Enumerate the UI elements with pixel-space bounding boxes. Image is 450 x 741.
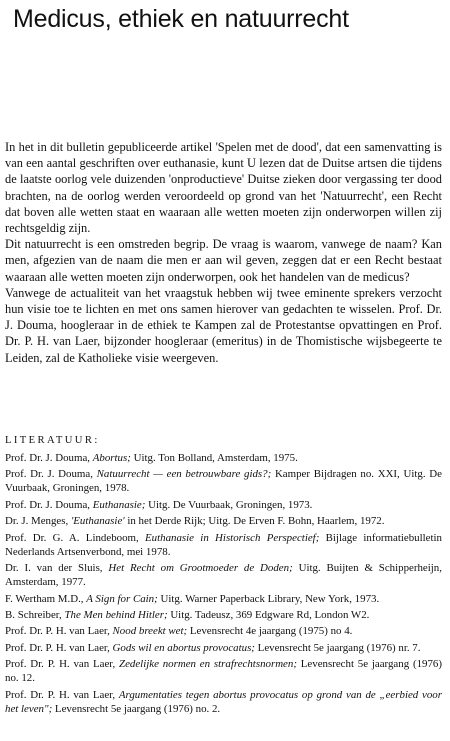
literature-details: Levensrecht 5e jaargang (1976) no. 12. <box>5 658 442 685</box>
page-title: Medicus, ethiek en natuurrecht <box>13 5 349 33</box>
literature-title: Zedelijke normen en strafrechtsnormen; <box>119 658 297 671</box>
literature-author: Dr. J. Menges, <box>5 515 71 528</box>
literature-details: Uitg. Warner Paperback Library, New York, 1973. <box>157 592 380 605</box>
paragraph: Vanwege de actualiteit van het vraagstuk hebben wij twee eminente sprekers verzocht hun visie toe te lichten en met ons samen hierover van gedachten te wisselen. Prof. Dr. J. Douma, hoogleraar in de ethiek te Kampen zal de Protestantse opvattingen en Prof. Dr. P. H. van Laer, bijzonder hoogleraar (emeritus) in de Thomistische wijsbegeerte te Leiden, zal de Katholieke visie weergeven. <box>5 285 442 365</box>
literature-title: A Sign for Cain; <box>86 592 158 605</box>
literature-details: Levensrecht 5e jaargang (1976) no. 2. <box>52 702 221 715</box>
literature-entry <box>5 624 442 638</box>
literature-details: Uitg. Ton Bolland, Amsterdam, 1975. <box>130 452 298 464</box>
literature-entry <box>5 451 442 465</box>
literature-title: Euthanasie in Historisch Perspectief; <box>145 531 320 544</box>
literature-entry <box>5 514 442 528</box>
literature-title: Euthanasie; <box>92 498 146 511</box>
literature-details: Bijlage informatiebulletin Nederlands Artsenverbond, mei 1978. <box>5 531 442 558</box>
literature-entry <box>5 641 442 655</box>
literature-details: Uitg. De Vuurbaak, Groningen, 1973. <box>145 498 313 511</box>
literature-author: Prof. Dr. J. Douma, <box>5 498 93 511</box>
literature-title: Nood breekt wet; <box>112 625 188 638</box>
literature-heading: LITERATUUR: <box>5 435 100 446</box>
literature-entry <box>5 688 442 716</box>
literature-author: Prof. Dr. P. H. van Laer, <box>5 658 120 671</box>
literature-list <box>5 451 442 716</box>
literature-details: Uitg. Tadeusz, 369 Edgware Rd, London W2. <box>167 609 370 622</box>
intro-text <box>5 139 442 366</box>
paragraph: Dit natuurrecht is een omstreden begrip. De vraag is waarom, vanwege de naam? Kan men, afgezien van de naam die men er aan wil geven, zeggen dat er een Recht bestaat waaraan alle wetten moeten zijn onderworpen, ook het handelen van de medicus? <box>5 237 442 284</box>
literature-entry <box>5 592 442 606</box>
literature-entry <box>5 561 442 589</box>
literature-title: The Men behind Hitler; <box>64 609 168 622</box>
literature-entry <box>5 608 442 622</box>
literature-author: Prof. Dr. P. H. van Laer, <box>5 688 119 701</box>
literature-author: B. Schreiber, <box>5 609 65 622</box>
literature-entry <box>5 657 442 685</box>
literature-details: Levensrecht 4e jaargang (1975) no 4. <box>187 625 353 638</box>
literature-details: Levensrecht 5e jaargang (1976) nr. 7. <box>254 641 421 654</box>
literature-title: 'Euthanasie' <box>70 515 125 528</box>
literature-title: Abortus; <box>92 452 131 464</box>
literature-title: Het Recht om Grootmoeder de Doden; <box>108 562 293 575</box>
literature-details: Kamper Bijdragen no. XXI, Uitg. De Vuurbaak, Groningen, 1978. <box>5 468 442 495</box>
literature-entry <box>5 498 442 512</box>
literature-details: Uitg. Buijten & Schipperheijn, Amsterdam, 1977. <box>5 562 442 589</box>
literature-author: F. Wertham M.D., <box>5 592 87 605</box>
literature-author: Prof. Dr. J. Douma, <box>5 468 97 481</box>
literature-author: Dr. I. van der Sluis, <box>5 562 109 575</box>
literature-author: Prof. Dr. P. H. van Laer, <box>5 625 113 638</box>
literature-author: Prof. Dr. G. A. Lindeboom, <box>5 531 146 544</box>
literature-title: Natuurrecht — een betrouwbare gids?; <box>96 468 272 481</box>
literature-entry <box>5 467 442 495</box>
literature-title: Argumentaties tegen abortus provocatus op grond van de „eerbied voor het leven"; <box>5 688 442 715</box>
literature-entry <box>5 531 442 559</box>
paragraph: In het in dit bulletin gepubliceerde artikel 'Spelen met de dood', dat een samenvatting is van een aantal geschriften over euthanasie, kunt U lezen dat de Duitse artsen die tijdens de laatste oorlog vele duizenden 'onproductieve' Duitse zieken door vergassing ter dood brachten, na de oorlog werden veroordeeld op grond van het 'Natuurrecht', een Recht dat boven alle wetten staat en waaraan alle wetten moeten zijn onderworpen willen zij rechtsgeldig zijn. <box>5 140 442 236</box>
literature-title: Gods wil en abortus provocatus; <box>112 641 255 654</box>
literature-author: Prof. Dr. J. Douma, <box>5 452 93 464</box>
literature-author: Prof. Dr. P. H. van Laer, <box>5 641 113 654</box>
literature-details: in het Derde Rijk; Uitg. De Erven F. Bohn, Haarlem, 1972. <box>124 515 385 528</box>
